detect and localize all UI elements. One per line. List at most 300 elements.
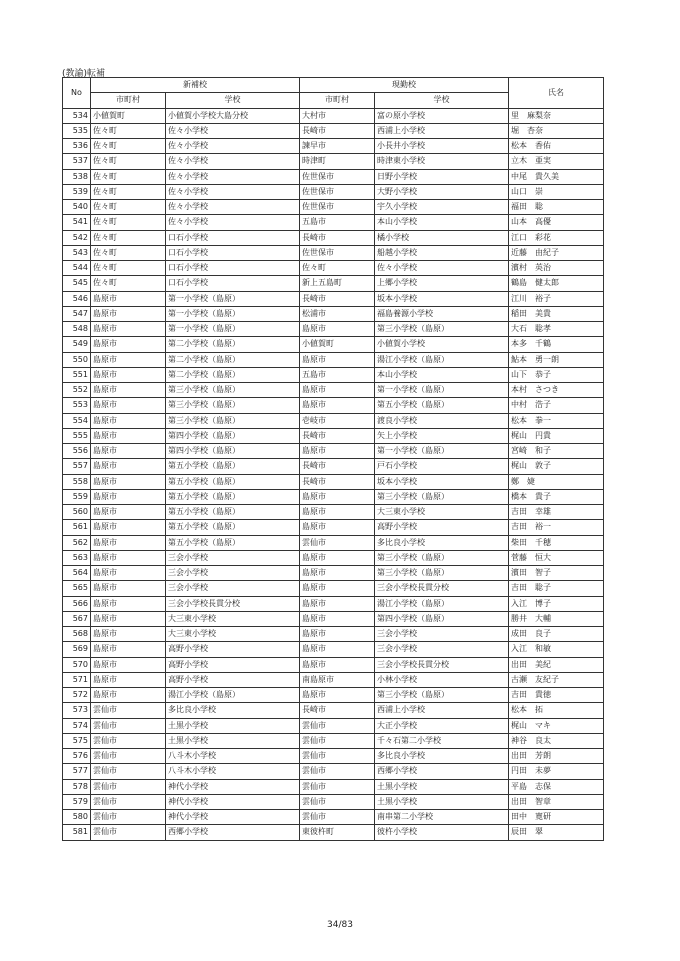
cell-new-municipality: 雲仙市 [91,764,166,779]
cell-no: 554 [63,413,91,428]
cell-current-municipality: 小値賀町 [300,337,375,352]
table-row [63,139,604,154]
cell-new-school: 第五小学校（島原） [166,535,300,550]
cell-new-school: 第三小学校（島原） [166,383,300,398]
cell-new-municipality: 雲仙市 [91,749,166,764]
table-row [63,230,604,245]
cell-new-municipality: 島原市 [91,322,166,337]
table-row [63,154,604,169]
cell-new-municipality: 佐々町 [91,169,166,184]
cell-new-school: 大三東小学校 [166,627,300,642]
cell-no: 539 [63,184,91,199]
table-row [63,642,604,657]
table-row [63,306,604,321]
cell-current-municipality: 雲仙市 [300,764,375,779]
cell-current-municipality: 島原市 [300,505,375,520]
cell-current-municipality: 長崎市 [300,428,375,443]
table-row [63,810,604,825]
cell-name: 吉田 聡子 [509,581,604,596]
cell-current-school: 小長井小学校 [375,139,509,154]
cell-name: 山口 崇 [509,184,604,199]
cell-name: 橋本 貴子 [509,489,604,504]
cell-new-municipality: 島原市 [91,489,166,504]
cell-current-school: 湯江小学校（島原） [375,596,509,611]
cell-current-municipality: 島原市 [300,322,375,337]
transfer-table [62,77,604,841]
cell-current-municipality: 長崎市 [300,291,375,306]
cell-new-municipality: 佐々町 [91,200,166,215]
cell-current-school: 小林小学校 [375,672,509,687]
cell-no: 536 [63,139,91,154]
table-row [63,566,604,581]
cell-name: 福田 聡 [509,200,604,215]
cell-new-municipality: 佐々町 [91,154,166,169]
cell-new-school: 第一小学校（島原） [166,306,300,321]
table-row [63,825,604,840]
cell-current-school: 佐々小学校 [375,261,509,276]
cell-name: 古瀬 友紀子 [509,672,604,687]
cell-current-school: 彼杵小学校 [375,825,509,840]
cell-current-municipality: 島原市 [300,352,375,367]
cell-new-municipality: 佐々町 [91,261,166,276]
cell-current-municipality: 五島市 [300,215,375,230]
cell-new-school: 口石小学校 [166,245,300,260]
cell-new-school: 神代小学校 [166,810,300,825]
cell-current-school: 大野小学校 [375,184,509,199]
cell-current-school: 日野小学校 [375,169,509,184]
cell-new-municipality: 島原市 [91,566,166,581]
table-row [63,520,604,535]
cell-current-school: 坂本小学校 [375,291,509,306]
cell-new-school: 第一小学校（島原） [166,291,300,306]
cell-new-municipality: 島原市 [91,459,166,474]
cell-current-municipality: 壱岐市 [300,413,375,428]
cell-name: 山本 高優 [509,215,604,230]
cell-current-school: 富の原小学校 [375,108,509,123]
cell-no: 558 [63,474,91,489]
table-row [63,383,604,398]
cell-current-municipality: 佐世保市 [300,184,375,199]
cell-new-school: 口石小学校 [166,276,300,291]
cell-name: 吉田 裕一 [509,520,604,535]
table-row [63,535,604,550]
table-row [63,718,604,733]
cell-new-school: 第五小学校（島原） [166,505,300,520]
cell-current-municipality: 雲仙市 [300,779,375,794]
cell-current-school: 三会小学校 [375,627,509,642]
cell-new-municipality: 佐々町 [91,245,166,260]
cell-name: 出田 智章 [509,794,604,809]
cell-current-municipality: 島原市 [300,581,375,596]
cell-current-school: 多比良小学校 [375,535,509,550]
table-row [63,688,604,703]
cell-no: 563 [63,550,91,565]
cell-name: 成田 良子 [509,627,604,642]
cell-name: 菅藤 恒大 [509,550,604,565]
cell-new-municipality: 佐々町 [91,184,166,199]
cell-no: 545 [63,276,91,291]
cell-new-municipality: 雲仙市 [91,718,166,733]
cell-new-school: 第四小学校（島原） [166,428,300,443]
cell-new-school: 三会小学校 [166,566,300,581]
cell-current-school: 西郷小学校 [375,764,509,779]
table-body [63,108,604,840]
cell-current-municipality: 島原市 [300,383,375,398]
cell-name: 梶山 敦子 [509,459,604,474]
cell-new-municipality: 雲仙市 [91,733,166,748]
cell-no: 573 [63,703,91,718]
cell-name: 濱村 英治 [509,261,604,276]
table-row [63,367,604,382]
table-row [63,444,604,459]
cell-no: 548 [63,322,91,337]
cell-current-school: 第四小学校（島原） [375,611,509,626]
cell-name: 里 麻梨奈 [509,108,604,123]
cell-new-municipality: 島原市 [91,444,166,459]
cell-new-school: 第五小学校（島原） [166,520,300,535]
cell-no: 572 [63,688,91,703]
cell-current-municipality: 佐世保市 [300,245,375,260]
table-row [63,322,604,337]
cell-name: 勝井 大輔 [509,611,604,626]
cell-current-school: 渡良小学校 [375,413,509,428]
page-number: 34/83 [327,920,353,930]
cell-new-municipality: 雲仙市 [91,794,166,809]
cell-new-municipality: 雲仙市 [91,825,166,840]
table-row [63,489,604,504]
cell-current-school: 坂本小学校 [375,474,509,489]
cell-current-school: 三会小学校長貫分校 [375,657,509,672]
cell-new-school: 多比良小学校 [166,703,300,718]
cell-no: 549 [63,337,91,352]
cell-no: 574 [63,718,91,733]
cell-current-school: 土黒小学校 [375,794,509,809]
cell-name: 近藤 由紀子 [509,245,604,260]
cell-current-school: 上郷小学校 [375,276,509,291]
table-row [63,352,604,367]
cell-current-municipality: 新上五島町 [300,276,375,291]
cell-name: 中尾 貴久美 [509,169,604,184]
header-new-school-group: 新補校 [91,78,300,93]
table-row [63,169,604,184]
cell-current-school: 大三東小学校 [375,505,509,520]
cell-current-municipality: 島原市 [300,550,375,565]
cell-new-municipality: 島原市 [91,535,166,550]
table-row [63,657,604,672]
cell-current-municipality: 島原市 [300,596,375,611]
cell-new-school: 土黒小学校 [166,733,300,748]
cell-name: 辰田 翠 [509,825,604,840]
cell-current-school: 第一小学校（島原） [375,383,509,398]
cell-current-school: 高野小学校 [375,520,509,535]
cell-current-school: 湯江小学校（島原） [375,352,509,367]
cell-new-school: 第五小学校（島原） [166,474,300,489]
cell-current-school: 第五小学校（島原） [375,398,509,413]
cell-new-school: 第二小学校（島原） [166,337,300,352]
cell-current-school: 土黒小学校 [375,779,509,794]
cell-current-municipality: 長崎市 [300,703,375,718]
cell-no: 562 [63,535,91,550]
cell-new-school: 湯江小学校（島原） [166,688,300,703]
cell-no: 541 [63,215,91,230]
cell-new-municipality: 島原市 [91,688,166,703]
cell-current-municipality: 諫早市 [300,139,375,154]
table-row [63,245,604,260]
cell-new-municipality: 島原市 [91,657,166,672]
cell-new-school: 小値賀小学校大島分校 [166,108,300,123]
cell-new-school: 三会小学校 [166,581,300,596]
cell-no: 581 [63,825,91,840]
cell-new-school: 第三小学校（島原） [166,398,300,413]
cell-new-school: 佐々小学校 [166,139,300,154]
cell-no: 570 [63,657,91,672]
cell-new-municipality: 佐々町 [91,215,166,230]
cell-new-school: 口石小学校 [166,230,300,245]
cell-current-municipality: 雲仙市 [300,535,375,550]
cell-no: 559 [63,489,91,504]
cell-current-municipality: 長崎市 [300,474,375,489]
header-new-school: 学校 [166,93,300,108]
cell-name: 濱田 智子 [509,566,604,581]
cell-name: 堀 杏奈 [509,123,604,138]
cell-current-municipality: 長崎市 [300,459,375,474]
header-row-top [63,78,604,93]
cell-current-municipality: 島原市 [300,627,375,642]
cell-name: 吉田 幸雄 [509,505,604,520]
cell-no: 540 [63,200,91,215]
table-row [63,413,604,428]
cell-no: 576 [63,749,91,764]
table-row [63,764,604,779]
cell-no: 544 [63,261,91,276]
cell-no: 537 [63,154,91,169]
cell-current-municipality: 島原市 [300,520,375,535]
cell-no: 578 [63,779,91,794]
cell-current-municipality: 時津町 [300,154,375,169]
table-row [63,627,604,642]
cell-current-school: 第三小学校（島原） [375,566,509,581]
cell-name: 松本 拓 [509,703,604,718]
header-no: No [63,78,91,109]
cell-new-municipality: 島原市 [91,474,166,489]
table-row [63,215,604,230]
cell-new-municipality: 佐々町 [91,139,166,154]
cell-current-municipality: 長崎市 [300,123,375,138]
cell-no: 571 [63,672,91,687]
cell-name: 梶山 マキ [509,718,604,733]
cell-current-school: 第一小学校（島原） [375,444,509,459]
cell-current-school: 第三小学校（島原） [375,550,509,565]
cell-current-municipality: 五島市 [300,367,375,382]
cell-new-municipality: 島原市 [91,291,166,306]
cell-no: 577 [63,764,91,779]
cell-new-school: 佐々小学校 [166,154,300,169]
cell-no: 557 [63,459,91,474]
cell-new-school: 大三東小学校 [166,611,300,626]
table-row [63,184,604,199]
table-row [63,398,604,413]
cell-current-municipality: 島原市 [300,688,375,703]
cell-current-school: 福島養源小学校 [375,306,509,321]
cell-new-school: 第一小学校（島原） [166,322,300,337]
cell-no: 546 [63,291,91,306]
cell-new-school: 八斗木小学校 [166,764,300,779]
table-row [63,276,604,291]
cell-current-municipality: 佐世保市 [300,200,375,215]
table-row [63,200,604,215]
cell-new-municipality: 島原市 [91,337,166,352]
cell-current-municipality: 島原市 [300,611,375,626]
cell-current-municipality: 東彼杵町 [300,825,375,840]
cell-no: 575 [63,733,91,748]
cell-current-municipality: 大村市 [300,108,375,123]
header-current-school: 学校 [375,93,509,108]
cell-new-municipality: 島原市 [91,596,166,611]
cell-name: 山下 恭子 [509,367,604,382]
document-caption: (教諭)転補 [62,69,106,79]
cell-name: 出田 芳朗 [509,749,604,764]
header-name: 氏名 [509,78,604,109]
cell-new-municipality: 島原市 [91,672,166,687]
cell-current-school: 船越小学校 [375,245,509,260]
cell-current-municipality: 南島原市 [300,672,375,687]
cell-new-municipality: 雲仙市 [91,703,166,718]
cell-name: 鄭 婕 [509,474,604,489]
cell-new-school: 佐々小学校 [166,169,300,184]
cell-new-school: 佐々小学校 [166,184,300,199]
cell-name: 中村 浩子 [509,398,604,413]
cell-current-school: 西浦上小学校 [375,703,509,718]
cell-current-school: 小値賀小学校 [375,337,509,352]
cell-current-school: 南串第二小学校 [375,810,509,825]
cell-no: 547 [63,306,91,321]
cell-no: 569 [63,642,91,657]
cell-name: 立木 亜実 [509,154,604,169]
cell-new-school: 佐々小学校 [166,200,300,215]
header-current-municipality: 市町村 [300,93,375,108]
cell-new-municipality: 島原市 [91,581,166,596]
cell-name: 神谷 良太 [509,733,604,748]
cell-current-municipality: 島原市 [300,489,375,504]
cell-current-municipality: 雲仙市 [300,749,375,764]
table-row [63,291,604,306]
cell-name: 入江 和敏 [509,642,604,657]
cell-no: 534 [63,108,91,123]
cell-current-municipality: 島原市 [300,642,375,657]
cell-no: 535 [63,123,91,138]
cell-no: 542 [63,230,91,245]
cell-new-municipality: 島原市 [91,505,166,520]
header-new-municipality: 市町村 [91,93,166,108]
cell-new-school: 三会小学校長貫分校 [166,596,300,611]
cell-new-municipality: 佐々町 [91,230,166,245]
cell-name: 江川 裕子 [509,291,604,306]
cell-new-school: 佐々小学校 [166,123,300,138]
table-row [63,123,604,138]
table-row [63,505,604,520]
cell-current-municipality: 佐々町 [300,261,375,276]
cell-new-municipality: 島原市 [91,520,166,535]
cell-name: 吉田 貴徳 [509,688,604,703]
cell-current-municipality: 雲仙市 [300,810,375,825]
cell-new-municipality: 島原市 [91,398,166,413]
cell-no: 567 [63,611,91,626]
cell-new-school: 第五小学校（島原） [166,489,300,504]
cell-new-municipality: 島原市 [91,627,166,642]
cell-new-school: 第二小学校（島原） [166,367,300,382]
cell-no: 566 [63,596,91,611]
cell-no: 553 [63,398,91,413]
table-row [63,428,604,443]
cell-no: 538 [63,169,91,184]
cell-name: 入江 博子 [509,596,604,611]
table-row [63,749,604,764]
cell-new-school: 八斗木小学校 [166,749,300,764]
cell-new-municipality: 島原市 [91,550,166,565]
cell-no: 560 [63,505,91,520]
cell-no: 568 [63,627,91,642]
cell-current-municipality: 雲仙市 [300,794,375,809]
cell-new-municipality: 島原市 [91,367,166,382]
table-row [63,337,604,352]
cell-no: 550 [63,352,91,367]
cell-no: 555 [63,428,91,443]
cell-new-school: 第二小学校（島原） [166,352,300,367]
cell-name: 梶山 円貴 [509,428,604,443]
cell-current-school: 本山小学校 [375,215,509,230]
cell-new-school: 佐々小学校 [166,215,300,230]
cell-new-school: 西郷小学校 [166,825,300,840]
cell-current-municipality: 雲仙市 [300,733,375,748]
table-row [63,672,604,687]
cell-new-municipality: 雲仙市 [91,810,166,825]
cell-name: 松本 拳一 [509,413,604,428]
table-row [63,611,604,626]
table-row [63,261,604,276]
cell-new-municipality: 佐々町 [91,276,166,291]
cell-new-school: 土黒小学校 [166,718,300,733]
cell-new-municipality: 島原市 [91,642,166,657]
table-row [63,474,604,489]
header-current-school-group: 現勤校 [300,78,509,93]
cell-current-school: 三会小学校 [375,642,509,657]
cell-current-school: 戸石小学校 [375,459,509,474]
cell-no: 556 [63,444,91,459]
cell-new-school: 三会小学校 [166,550,300,565]
cell-current-school: 第三小学校（島原） [375,489,509,504]
cell-no: 552 [63,383,91,398]
cell-name: 出田 美紀 [509,657,604,672]
cell-new-school: 神代小学校 [166,794,300,809]
table-row [63,459,604,474]
cell-new-municipality: 小値賀町 [91,108,166,123]
cell-current-municipality: 雲仙市 [300,718,375,733]
cell-name: 江口 彩花 [509,230,604,245]
cell-current-municipality: 島原市 [300,444,375,459]
cell-current-school: 千々石第二小学校 [375,733,509,748]
cell-current-school: 多比良小学校 [375,749,509,764]
table-row [63,703,604,718]
table-row [63,794,604,809]
cell-current-school: 西浦上小学校 [375,123,509,138]
cell-current-school: 時津東小学校 [375,154,509,169]
cell-current-municipality: 島原市 [300,566,375,581]
cell-name: 本多 千鶴 [509,337,604,352]
cell-new-school: 第五小学校（島原） [166,459,300,474]
cell-new-municipality: 雲仙市 [91,779,166,794]
cell-name: 円田 未夢 [509,764,604,779]
cell-no: 551 [63,367,91,382]
